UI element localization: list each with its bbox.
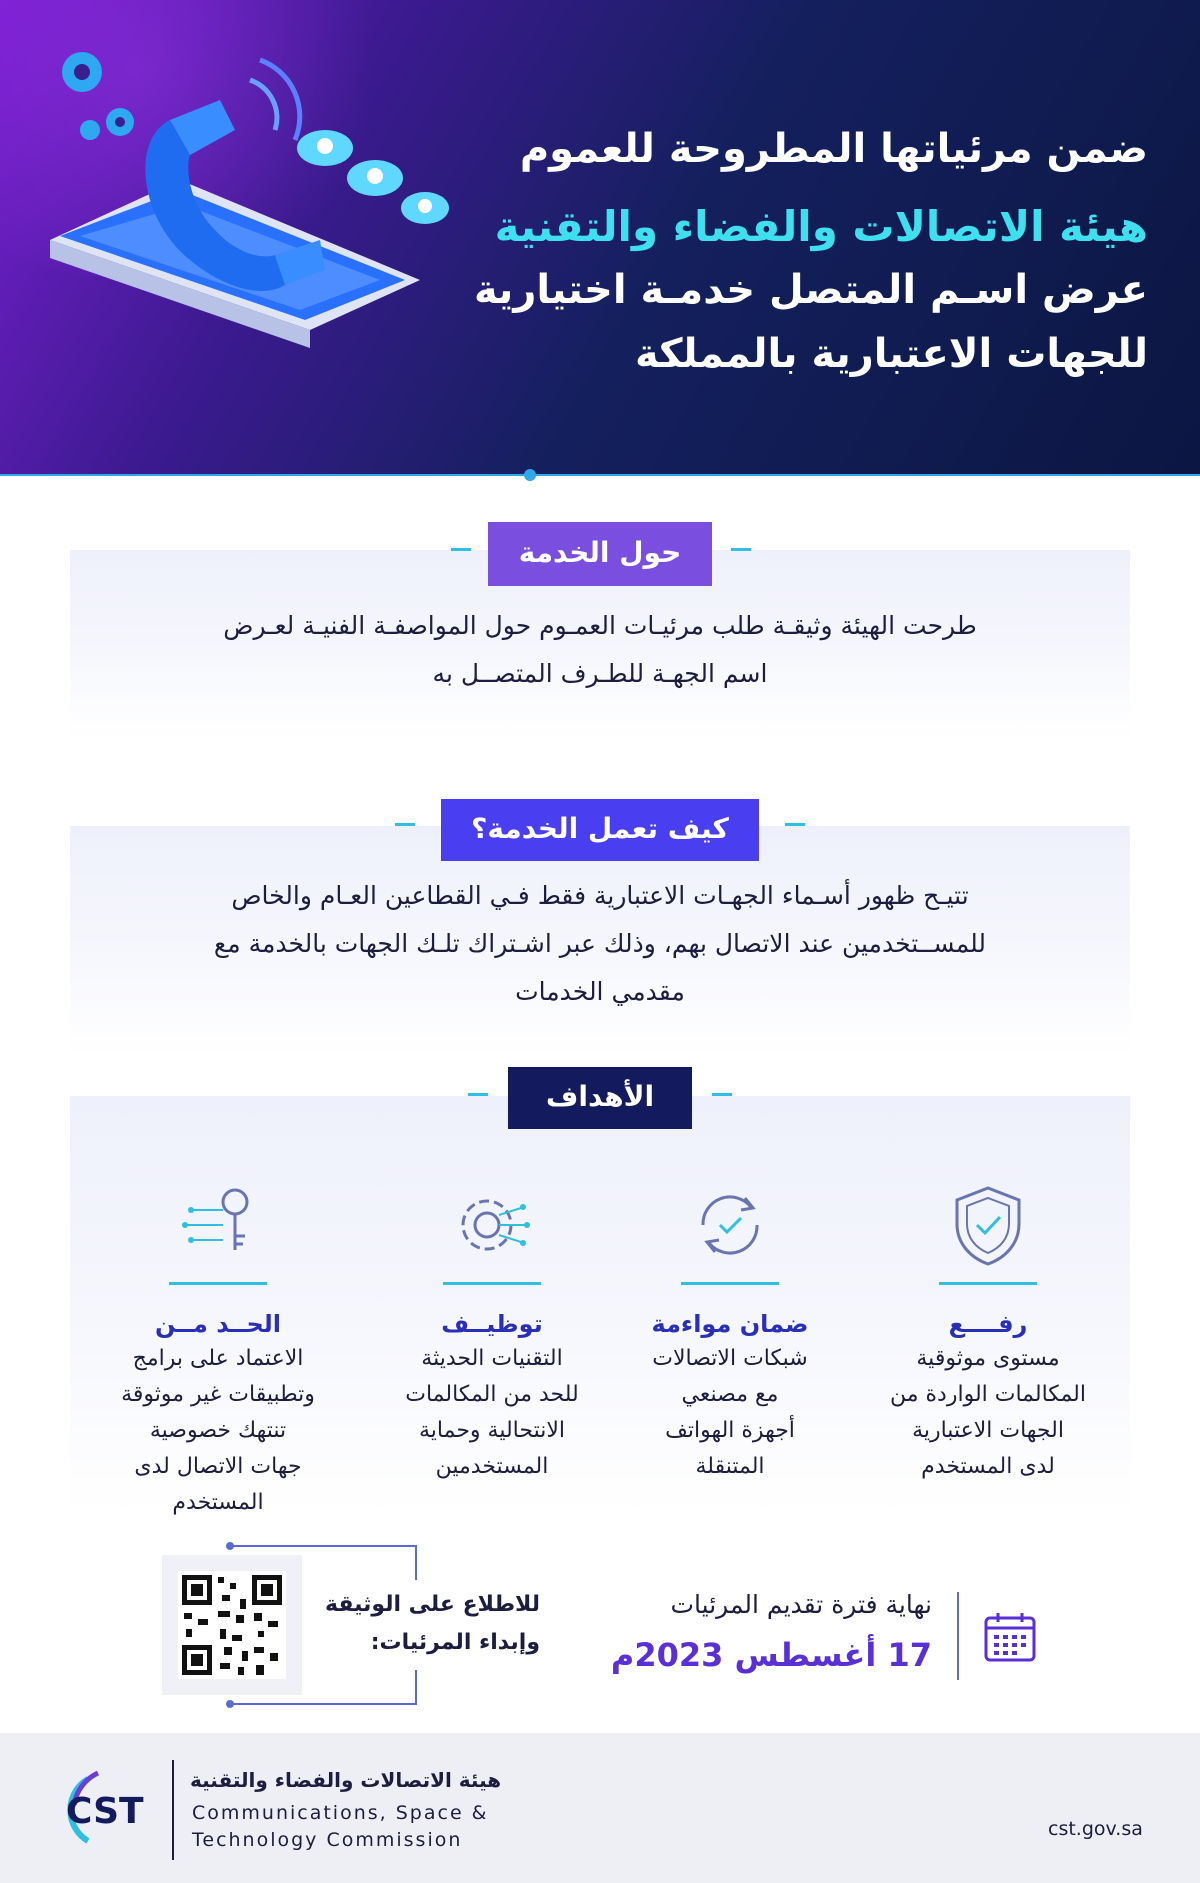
goals-label: الأهداف <box>508 1067 692 1129</box>
goal-desc-line: الجهات الاعتبارية <box>912 1418 1064 1443</box>
goal-desc-line: المستخدمين <box>435 1454 549 1479</box>
goal-desc-line: المتنقلة <box>695 1454 765 1479</box>
qr-caption-line-2: وإبداء المرئيات: <box>370 1630 540 1655</box>
hero-headline <box>468 120 1148 386</box>
goal-rule <box>681 1282 779 1285</box>
goal-desc-line: المستخدم <box>172 1490 264 1515</box>
qr-caption <box>300 1586 540 1662</box>
shield-check-icon <box>943 1180 1033 1270</box>
goal-title: الحــد مــن <box>154 1310 282 1338</box>
goal-desc-line: الانتحالية وحماية <box>418 1418 566 1443</box>
label-dash-right <box>731 548 751 551</box>
how-text <box>110 872 1090 1016</box>
deadline-date: 17 أغسطس 2023م <box>610 1636 932 1674</box>
label-dash-left <box>451 548 471 551</box>
footer-org-arabic: هيئة الاتصالات والفضاء والتقنية <box>190 1768 502 1792</box>
footer-org-english-line-2: Technology Commission <box>192 1829 463 1851</box>
hero-line-3: عرض اسـم المتصل خدمـة اختيارية <box>474 267 1148 313</box>
cst-logo <box>58 1765 158 1855</box>
how-label: كيف تعمل الخدمة؟ <box>441 799 759 861</box>
footer-org-english <box>192 1800 489 1854</box>
footer-org-english-line-1: Communications, Space & <box>192 1802 489 1824</box>
goal-desc-line: للحد من المكالمات <box>405 1382 579 1407</box>
hero-line-1: ضمن مرئياتها المطروحة للعموم <box>519 126 1148 172</box>
goal-desc-line: تنتهك خصوصية <box>149 1418 287 1443</box>
goal-rule <box>169 1282 267 1285</box>
goal-desc-line: أجهزة الهواتف <box>665 1418 795 1443</box>
hero-line-2: هيئة الاتصالات والفضاء والتقنية <box>494 202 1148 251</box>
qr-caption-line-1: للاطلاع على الوثيقة <box>324 1592 540 1617</box>
goal-desc-line: التقنيات الحديثة <box>421 1346 563 1371</box>
qr-code[interactable] <box>162 1555 302 1695</box>
footer <box>0 1733 1200 1883</box>
goal-item <box>878 1180 1098 1485</box>
hero-divider <box>0 474 1200 476</box>
how-text-line-1: تتيـح ظهور أسـماء الجهـات الاعتبارية فقط فـي القطاعين العـام والخاص <box>231 881 969 910</box>
goal-title: توظيــف <box>441 1310 543 1338</box>
sync-check-icon <box>685 1180 775 1270</box>
footer-divider <box>172 1760 174 1860</box>
goal-desc-line: جهات الاتصال لدى <box>134 1454 302 1479</box>
about-label: حول الخدمة <box>488 522 712 586</box>
goal-desc-line: المكالمات الواردة من <box>890 1382 1086 1407</box>
cst-logo-text: CST <box>66 1791 144 1832</box>
goal-item <box>108 1180 328 1521</box>
goal-item <box>382 1180 602 1485</box>
goal-item <box>620 1180 840 1485</box>
calendar-icon <box>983 1610 1037 1664</box>
goal-desc-line: مع مصنعي <box>681 1382 779 1407</box>
deadline-label: نهاية فترة تقديم المرئيات <box>670 1590 932 1619</box>
goal-rule <box>939 1282 1037 1285</box>
footer-website-link[interactable]: cst.gov.sa <box>1048 1818 1143 1840</box>
hero-banner <box>0 0 1200 476</box>
label-dash-right <box>785 823 805 826</box>
phone-illustration <box>20 30 450 430</box>
goal-title: ضمان مواءمة <box>651 1310 809 1338</box>
how-text-line-3: مقدمي الخدمات <box>515 977 685 1006</box>
goal-desc-line: شبكات الاتصالات <box>652 1346 808 1371</box>
key-circuit-icon <box>173 1180 263 1270</box>
qr-code-image <box>162 1555 302 1695</box>
goal-desc-line: وتطبيقات غير موثوقة <box>121 1382 315 1407</box>
label-dash-left <box>468 1093 488 1096</box>
label-dash-left <box>395 823 415 826</box>
label-dash-right <box>712 1093 732 1096</box>
goal-title: رفــــع <box>948 1310 1028 1338</box>
deadline-divider <box>957 1592 959 1680</box>
goal-desc-line: لدى المستخدم <box>921 1454 1055 1479</box>
hero-line-4: للجهات الاعتبارية بالمملكة <box>635 331 1148 377</box>
goal-rule <box>443 1282 541 1285</box>
goal-desc-line: مستوى موثوقية <box>916 1346 1060 1371</box>
gear-icon <box>62 52 134 140</box>
goal-desc-line: الاعتماد على برامج <box>132 1346 304 1371</box>
about-text <box>110 602 1090 698</box>
how-text-line-2: للمســتخدمين عند الاتصال بهم، وذلك عبر اشـتراك تلـك الجهات بالخدمة مع <box>213 929 987 958</box>
gear-circuit-icon <box>447 1180 537 1270</box>
about-text-line-2: اسم الجهـة للطـرف المتصــل به <box>432 659 768 688</box>
hero-divider-dot <box>524 469 536 481</box>
about-text-line-1: طرحت الهيئة وثيقـة طلب مرئيـات العمـوم حول المواصفـة الفنيـة لعـرض <box>223 611 977 640</box>
